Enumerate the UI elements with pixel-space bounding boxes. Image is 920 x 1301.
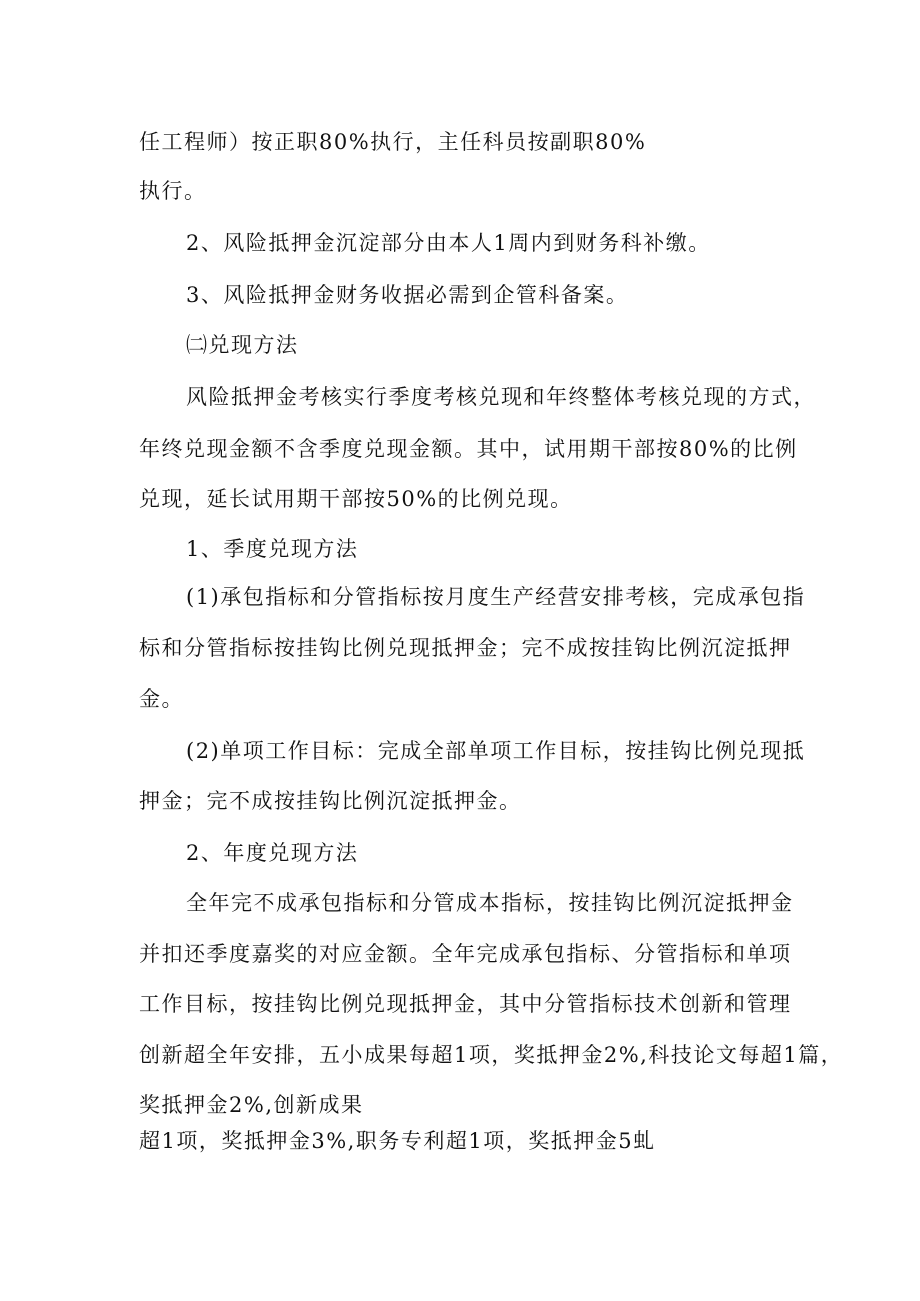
paragraph-line: 超1项，奖抵押金3%,职务专利超1项，奖抵押金5虬 [139, 1129, 656, 1153]
paragraph-line: 金。 [139, 687, 184, 711]
paragraph-line: 押金；完不成按挂钩比例沉淀抵押金。 [139, 789, 522, 813]
section-heading: 2、年度兑现方法 [186, 841, 359, 865]
paragraph-line: 并扣还季度嘉奖的对应金额。全年完成承包指标、分管指标和单项 [139, 942, 792, 966]
paragraph-line: 任工程师）按正职80%执行，主任科员按副职80% [139, 130, 647, 154]
paragraph-line: 执行。 [139, 179, 207, 203]
paragraph-line: (2)单项工作目标：完成全部单项工作目标，按挂钩比例兑现抵 [186, 739, 806, 763]
paragraph-line: 工作目标，按挂钩比例兑现抵押金，其中分管指标技术创新和管理 [139, 992, 792, 1016]
paragraph-line: 标和分管指标按挂钩比例兑现抵押金；完不成按挂钩比例沉淀抵押 [139, 636, 792, 660]
paragraph-line: 创新超全年安排，五小成果每超1项，奖抵押金2%,科技论文每超1篇， [139, 1043, 844, 1067]
paragraph-line: 风险抵押金考核实行季度考核兑现和年终整体考核兑现的方式， [186, 385, 816, 409]
paragraph-line: (1)承包指标和分管指标按月度生产经营安排考核，完成承包指 [186, 585, 806, 609]
paragraph-line: 全年完不成承包指标和分管成本指标，按挂钩比例沉淀抵押金 [186, 891, 794, 915]
paragraph-line: 奖抵押金2%,创新成果 [139, 1093, 364, 1117]
section-heading: 1、季度兑现方法 [186, 537, 359, 561]
section-heading: ㈡兑现方法 [186, 333, 299, 357]
list-item: 2、风险抵押金沉淀部分由本人1周内到财务科补缴。 [186, 231, 711, 255]
list-item: 3、风险抵押金财务收据必需到企管科备案。 [186, 283, 629, 307]
paragraph-line: 兑现，延长试用期干部按50%的比例兑现。 [139, 487, 573, 511]
paragraph-line: 年终兑现金额不含季度兑现金额。其中，试用期干部按80%的比例 [139, 437, 798, 461]
